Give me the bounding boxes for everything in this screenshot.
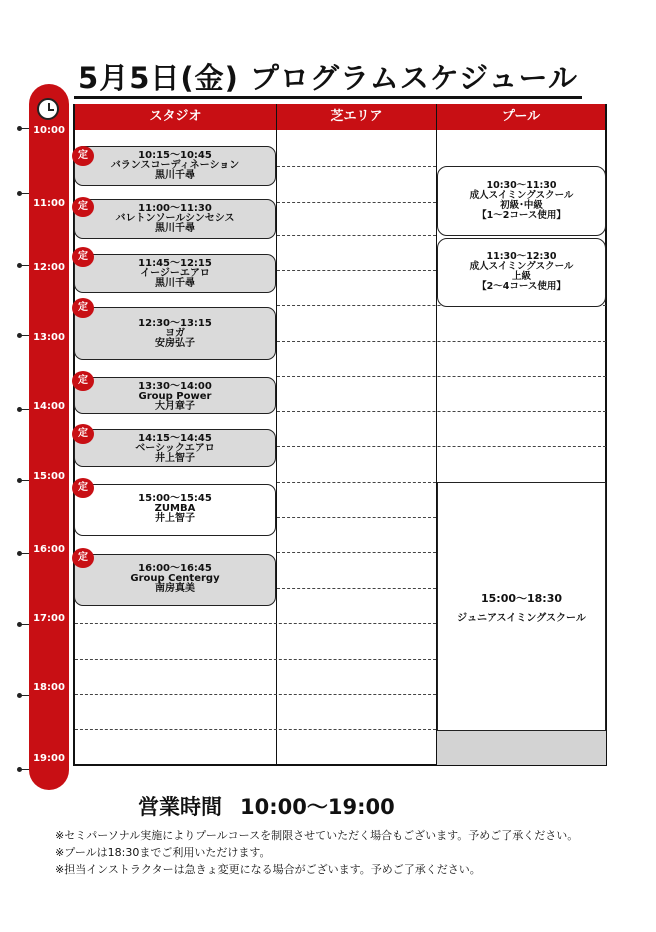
note: ※セミパーソナル実施によりプールコースを制限させていただく場合もございます。予めご了承ください。	[55, 829, 579, 842]
junior-swim-card[interactable]	[437, 482, 606, 731]
class-instructor: 大月章子	[155, 401, 195, 412]
column-divider	[276, 104, 277, 766]
row-line	[277, 517, 436, 518]
regular-badge: 定	[72, 247, 94, 267]
time-tick-icon	[15, 262, 29, 268]
class-instructor: 黒川千尋	[155, 170, 195, 181]
time-label: 14:00	[33, 401, 65, 412]
row-line	[277, 202, 436, 203]
regular-badge: 定	[72, 424, 94, 444]
class-time: 12:30～13:15	[138, 318, 212, 329]
time-tick-icon	[15, 332, 29, 338]
row-line	[277, 166, 436, 167]
class-time: 16:00～16:45	[138, 563, 212, 574]
row-line	[277, 446, 606, 447]
class-instructor: 井上智子	[155, 453, 195, 464]
time-tick-icon	[15, 692, 29, 698]
pool-class-lanes: 【2～4コース使用】	[477, 281, 566, 292]
regular-badge: 定	[72, 548, 94, 568]
class-time: 14:15～14:45	[138, 433, 212, 444]
row-line	[277, 235, 436, 236]
business-hours-value: 10:00～19:00	[240, 795, 395, 819]
class-instructor: 南房真美	[155, 583, 195, 594]
time-tick-icon	[15, 621, 29, 627]
pool-class-name: 成人スイミングスクール	[469, 190, 574, 201]
pool-class-lanes: 【1～2コース使用】	[477, 210, 566, 221]
time-tick-icon	[15, 406, 29, 412]
class-name: イージーエアロ	[140, 268, 210, 279]
time-tick-icon	[15, 190, 29, 196]
class-card[interactable]	[74, 554, 276, 606]
class-name: バレトンソールシンセシス	[115, 213, 235, 224]
time-label: 13:00	[33, 332, 65, 343]
junior-swim-name: ジュニアスイミングスクール	[457, 613, 586, 624]
pool-class-time: 11:30～12:30	[486, 251, 557, 262]
row-line	[277, 552, 436, 553]
pool-class-card[interactable]	[437, 238, 606, 307]
row-line	[75, 623, 436, 624]
note: ※プールは18:30までご利用いただけます。	[55, 846, 271, 859]
class-time: 15:00～15:45	[138, 493, 212, 504]
time-label: 10:00	[33, 125, 65, 136]
regular-badge: 定	[72, 371, 94, 391]
time-label: 18:00	[33, 682, 65, 693]
class-time: 10:15～10:45	[138, 150, 212, 161]
class-card[interactable]	[74, 199, 276, 239]
class-instructor: 安房弘子	[155, 338, 195, 349]
row-line	[75, 659, 436, 660]
junior-swim-time: 15:00～18:30	[480, 592, 563, 605]
time-label: 11:00	[33, 198, 65, 209]
time-label: 19:00	[33, 753, 65, 764]
class-name: Group Centergy	[130, 573, 220, 584]
pool-class-level: 上級	[511, 271, 531, 282]
notes	[55, 827, 578, 878]
time-tick-icon	[15, 550, 29, 556]
class-card[interactable]	[74, 429, 276, 467]
class-card[interactable]	[74, 307, 276, 360]
class-instructor: 黒川千尋	[155, 223, 195, 234]
pool-class-card[interactable]	[437, 166, 606, 236]
time-label: 17:00	[33, 613, 65, 624]
class-time: 11:45～12:15	[138, 258, 212, 269]
class-card[interactable]	[74, 377, 276, 414]
class-card[interactable]	[74, 254, 276, 293]
pool-class-level: 初級･中級	[500, 200, 543, 211]
class-instructor: 黒川千尋	[155, 278, 195, 289]
row-line	[277, 270, 436, 271]
time-tick-icon	[15, 477, 29, 483]
class-instructor: 井上智子	[155, 513, 195, 524]
class-name: ベーシックエアロ	[135, 443, 215, 454]
clock-icon	[37, 98, 59, 120]
regular-badge: 定	[72, 146, 94, 166]
row-line	[277, 588, 436, 589]
time-tick-icon	[15, 766, 29, 772]
class-time: 11:00～11:30	[138, 203, 212, 214]
regular-badge: 定	[72, 298, 94, 318]
page-title: 5月5日(金) プログラムスケジュール	[0, 56, 656, 97]
class-name: ZUMBA	[154, 503, 196, 514]
pool-closed-area	[437, 731, 606, 765]
row-line	[277, 482, 436, 483]
note: ※担当インストラクターは急きょ変更になる場合がございます。予めご了承ください。	[55, 863, 481, 876]
row-line	[75, 729, 436, 730]
pool-class-name: 成人スイミングスクール	[469, 261, 574, 272]
time-label: 16:00	[33, 544, 65, 555]
row-line	[277, 411, 606, 412]
pool-class-time: 10:30～11:30	[486, 180, 557, 191]
row-line	[277, 376, 606, 377]
time-label: 12:00	[33, 262, 65, 273]
class-name: ヨガ	[165, 328, 185, 339]
regular-badge: 定	[72, 197, 94, 217]
class-time: 13:30～14:00	[138, 381, 212, 392]
class-card[interactable]	[74, 484, 276, 536]
time-label: 15:00	[33, 471, 65, 482]
column-header-pool: プール	[437, 104, 605, 130]
row-line	[277, 341, 606, 342]
column-header-studio: スタジオ	[75, 104, 276, 130]
column-header-turf: 芝エリア	[277, 104, 436, 130]
row-line	[75, 694, 436, 695]
business-hours	[138, 791, 395, 821]
class-card[interactable]	[74, 146, 276, 186]
class-name: Group Power	[138, 391, 212, 402]
time-tick-icon	[15, 125, 29, 131]
business-hours-label: 営業時間	[138, 795, 222, 819]
regular-badge: 定	[72, 478, 94, 498]
class-name: バランスコーディネーション	[110, 160, 240, 171]
